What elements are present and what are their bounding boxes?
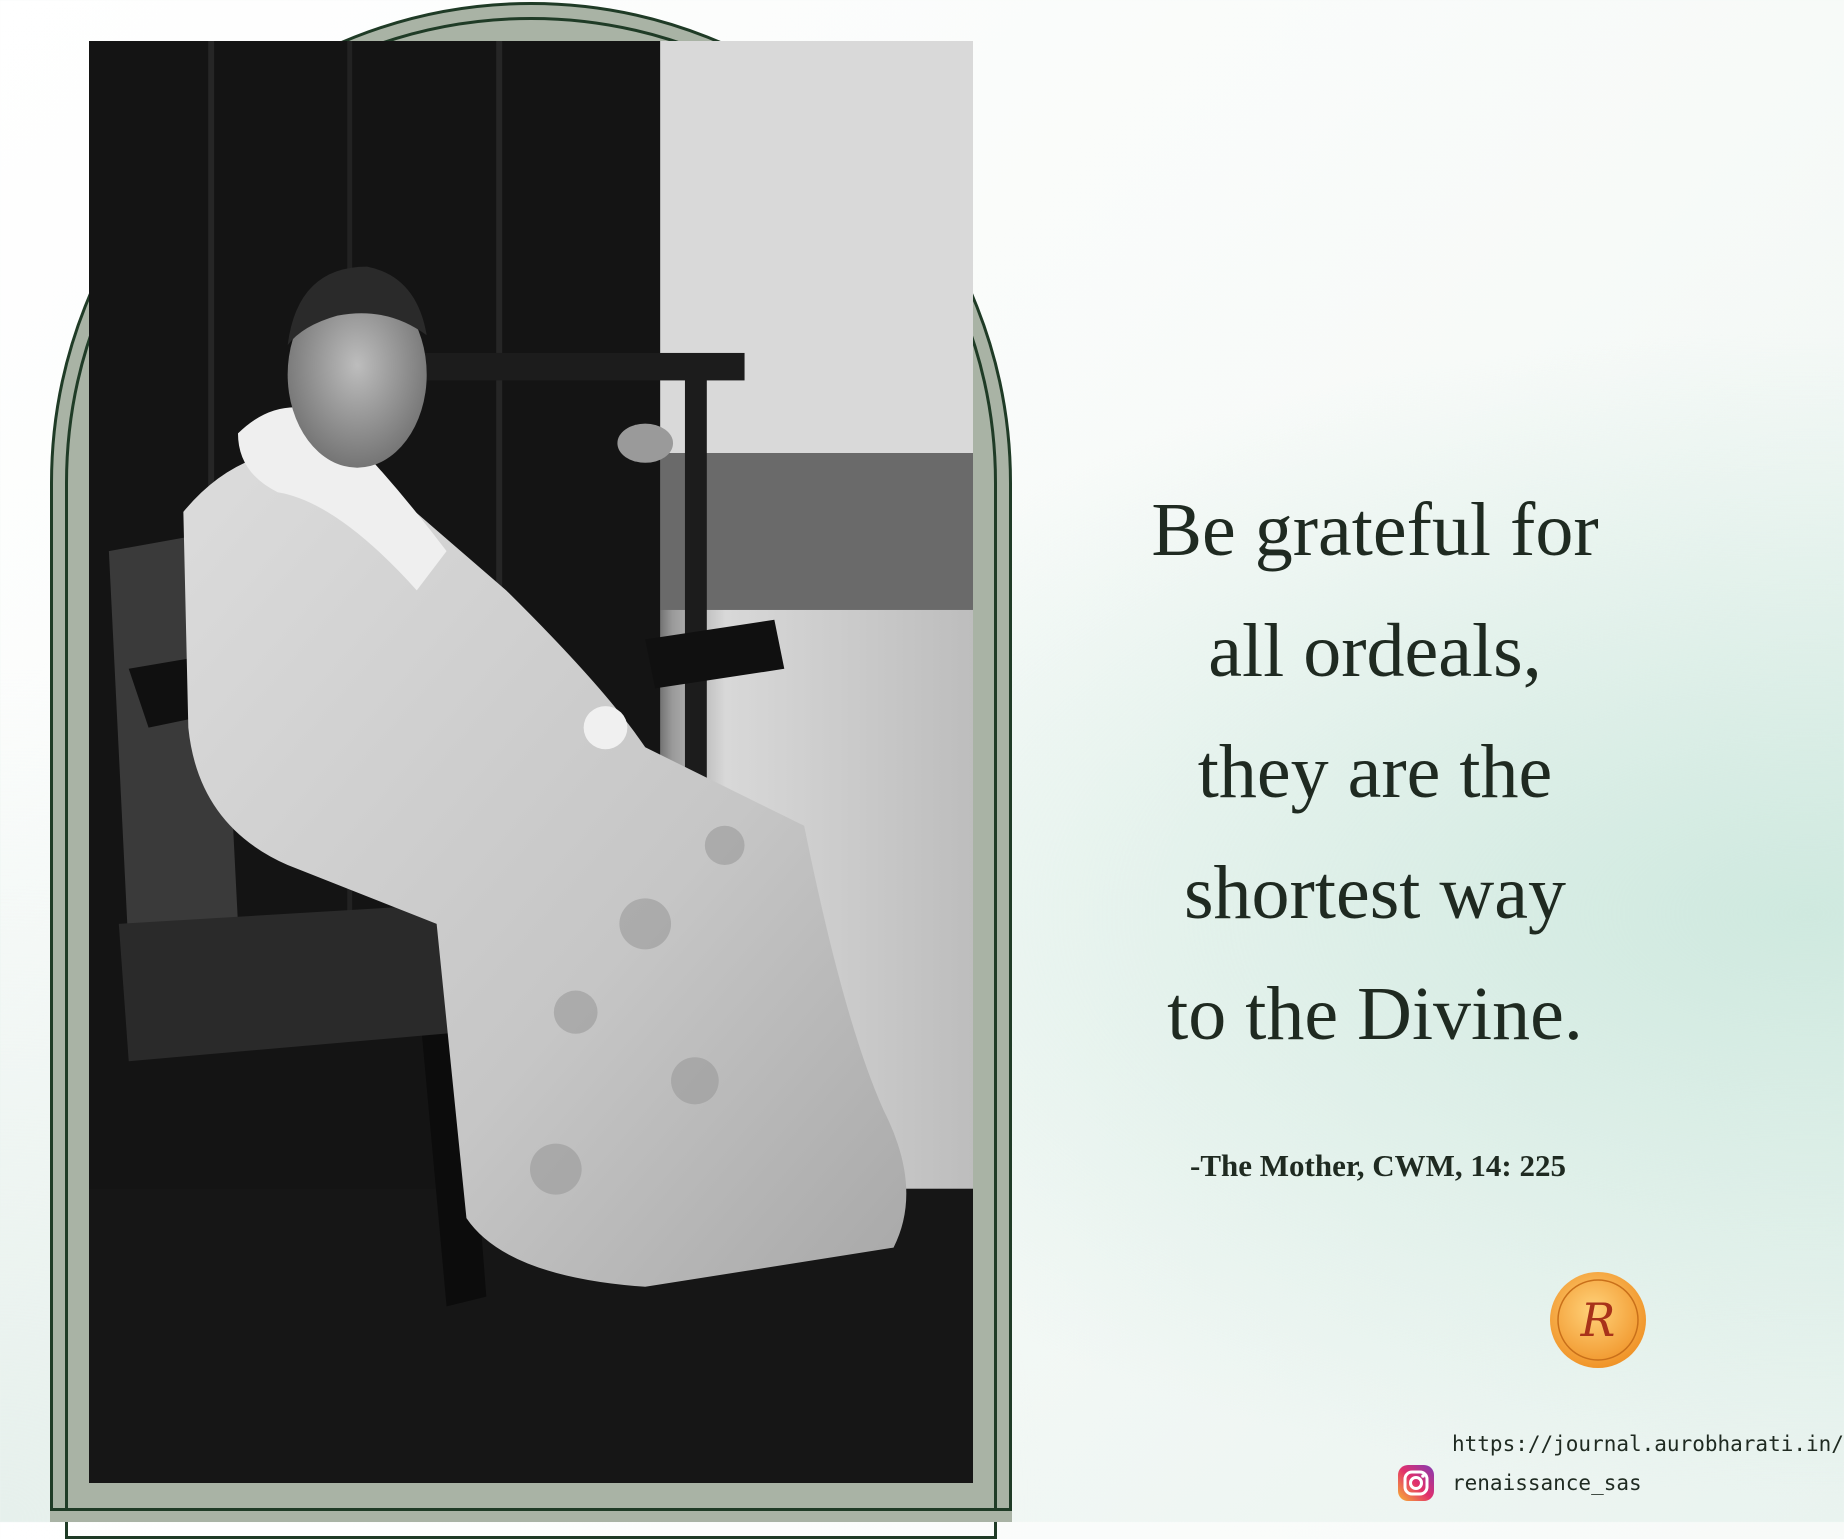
quote-line: all ordeals, (1208, 609, 1542, 693)
portrait-illustration (89, 41, 973, 1483)
portrait-photo (89, 41, 973, 1483)
photo-arch-frame (50, 2, 1012, 1522)
quote-line: to the Divine. (1167, 972, 1583, 1056)
quote-line: they are the (1197, 730, 1553, 814)
quote-text (1080, 470, 1670, 1075)
quote-line: shortest way (1183, 851, 1567, 935)
instagram-icon (1396, 1463, 1436, 1503)
logo-letter: R (1580, 1293, 1616, 1347)
frame-base (50, 1508, 1012, 1522)
instagram-handle[interactable]: renaissance_sas (1452, 1471, 1642, 1495)
website-link[interactable]: https://journal.aurobharati.in/ (1452, 1432, 1844, 1456)
instagram-row[interactable] (1396, 1462, 1642, 1504)
quote-attribution: -The Mother, CWM, 14: 225 (1190, 1148, 1566, 1183)
renaissance-logo (1548, 1270, 1648, 1370)
quote-line: Be grateful for (1151, 488, 1599, 572)
